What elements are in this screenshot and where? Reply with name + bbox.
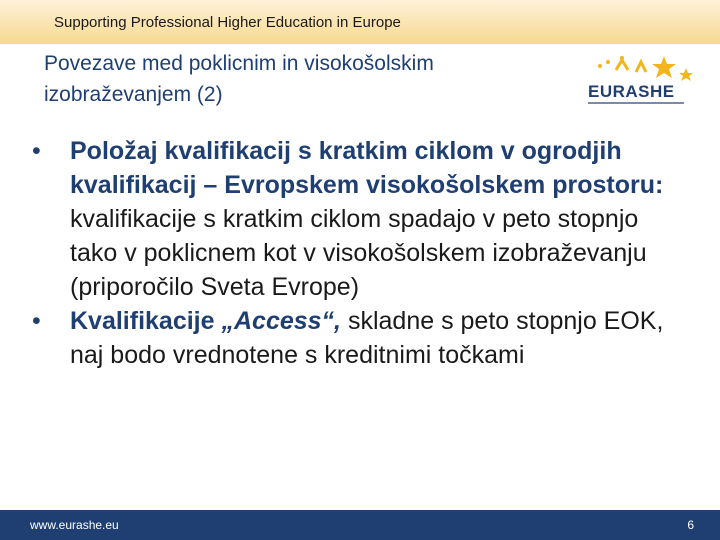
slide-content (28, 134, 688, 372)
bullet-1-text: kvalifikacije s kratkim ciklom spadajo v peto stopnjo tako v poklicnem kot v visokošolskem izobraževanju (priporočilo Sveta Evrope) (70, 205, 647, 301)
page-number: 6 (687, 518, 694, 532)
bullet-2-bold-italic: „Access“, (221, 307, 342, 335)
footer-url: www.eurashe.eu (30, 518, 119, 532)
bullet-marker: • (32, 137, 41, 165)
footer-bar (0, 510, 720, 540)
bullet-1-bold: Položaj kvalifikacij s kratkim ciklom v ogrodjih kvalifikacij – Evropskem visokošolskem prostoru: (70, 137, 664, 199)
eurashe-logo (586, 54, 696, 108)
slide-title-line1: Povezave med poklicnim in visokošolskim (44, 52, 434, 75)
slide-title (44, 48, 564, 110)
logo-subline (588, 102, 684, 104)
bullet-2-text: skladne s peto stopnjo EOK, naj bodo vrednotene s kreditnimi točkami (70, 307, 664, 369)
header-tagline: Supporting Professional Higher Education in Europe (54, 14, 401, 31)
slide-title-line2: izobraževanjem (2) (44, 83, 223, 106)
header-bar (0, 0, 720, 44)
bullet-item-1 (28, 134, 688, 304)
logo-text: EURASHE (588, 82, 675, 101)
eurashe-logo-icon (586, 54, 696, 84)
bullet-item-2 (28, 304, 688, 372)
bullet-2-bold: Kvalifikacije (70, 307, 222, 335)
bullet-marker: • (32, 307, 41, 335)
